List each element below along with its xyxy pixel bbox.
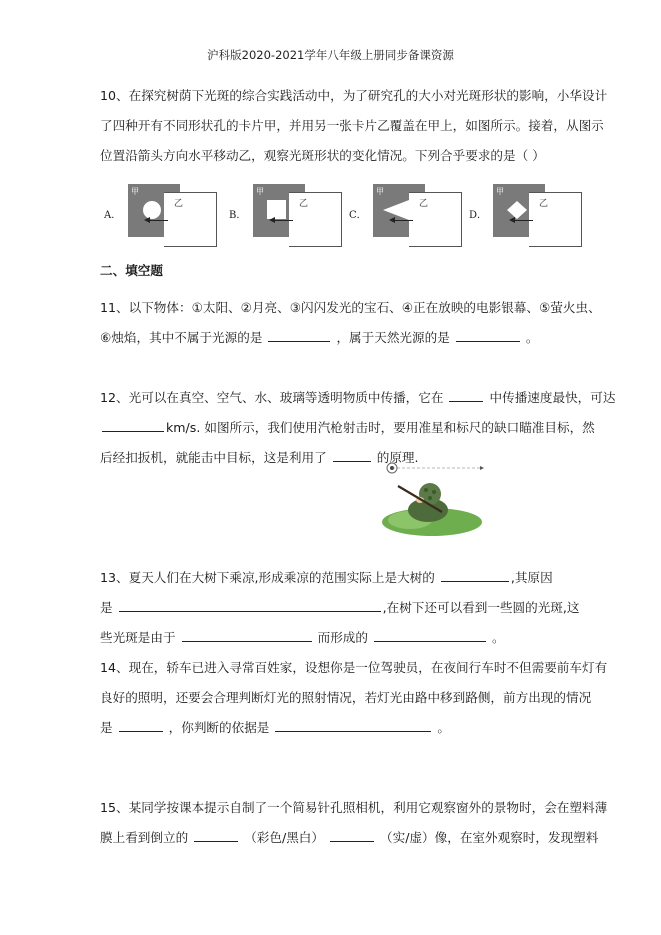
question-15-text: 膜上看到倒立的	[100, 830, 189, 845]
question-13-text: 13、夏天人们在大树下乘凉,形成乘凉的范围实际上是大树的	[100, 570, 435, 585]
question-12-text: 后经扣扳机，就能击中目标，这是利用了	[100, 450, 327, 465]
question-11-text: ，属于天然光源的是	[336, 330, 450, 345]
question-10-line-2: 了四种开有不同形状孔的卡片甲，并用另一张卡片乙覆盖在甲上，如图所示。接着，从图示	[100, 118, 604, 133]
question-13-text: 是	[100, 600, 113, 615]
question-13-text: 而形成的	[317, 630, 368, 645]
question-14-line-1: 14、现在，轿车已进入寻常百姓家，设想你是一位驾驶员，在夜间行车时不但需要前车灯有	[100, 660, 608, 675]
answer-blank[interactable]	[268, 328, 330, 342]
question-12-text: 12、光可以在真空、空气、水、玻璃等透明物质中传播，它在	[100, 390, 444, 405]
question-15-text: （实/虚）像，在室外观察时，发现塑料	[380, 830, 599, 845]
arrow-shaft	[513, 220, 533, 221]
question-13-line-2	[100, 593, 580, 623]
question-14-text: ，你判断的依据是	[168, 720, 270, 735]
question-13-text: 。	[492, 630, 505, 645]
question-13-line-3	[100, 623, 570, 653]
option-b-label: B．	[229, 210, 247, 221]
card-yi-label: 乙	[299, 199, 309, 209]
card-yi	[409, 192, 462, 247]
soldier-aiming-illustration	[380, 460, 488, 540]
question-14-line-2: 良好的照明，还要会合理判断灯光的照射情况，若灯光由路中移到路侧，前方出现的情况	[100, 690, 592, 705]
question-15-line-2	[100, 823, 599, 853]
question-14-text: 是	[100, 720, 113, 735]
arrow-shaft	[393, 220, 413, 221]
answer-blank[interactable]	[102, 418, 164, 432]
answer-blank[interactable]	[182, 628, 312, 642]
arrow-shaft	[148, 220, 168, 221]
answer-blank[interactable]	[119, 718, 163, 732]
question-13-text: ,在树下还可以看到一些圆的光斑,这	[382, 600, 580, 615]
question-14-text: 。	[437, 720, 450, 735]
card-yi-label: 乙	[419, 199, 429, 209]
answer-blank[interactable]	[374, 628, 486, 642]
arrow-shaft	[273, 220, 293, 221]
answer-blank[interactable]	[275, 718, 431, 732]
question-13-text: ,其原因	[510, 570, 553, 585]
option-d-label: D．	[469, 210, 488, 221]
question-12-text: km/s. 如图所示，我们使用汽枪射击时，要用准星和标尺的缺口瞄准目标，然	[166, 420, 595, 435]
question-12-line-3	[100, 443, 570, 473]
question-11-line-2	[100, 323, 570, 353]
question-11-text: 。	[525, 330, 539, 345]
question-15-line-1: 15、某同学按课本提示自制了一个简易针孔照相机，利用它观察窗外的景物时，会在塑料薄	[100, 800, 608, 815]
question-12-line-1	[100, 383, 616, 413]
card-yi-label: 乙	[174, 199, 184, 209]
answer-blank[interactable]	[194, 828, 238, 842]
answer-blank[interactable]	[119, 598, 381, 612]
card-yi	[289, 192, 342, 247]
option-a-label: A．	[104, 210, 122, 221]
section-title: 二、填空题	[100, 263, 163, 278]
question-11-line-1: 11、以下物体：①太阳、②月亮、③闪闪发光的宝石、④正在放映的电影银幕、⑤萤火虫、	[100, 300, 601, 315]
card-yi	[529, 192, 582, 247]
question-12-line-2	[100, 413, 595, 443]
card-yi-label: 乙	[539, 199, 549, 209]
question-15-text: （彩色/黑白）	[244, 830, 324, 845]
question-13-text: 些光斑是由于	[100, 630, 176, 645]
question-13-line-1	[100, 563, 570, 593]
answer-blank[interactable]	[456, 328, 520, 342]
answer-blank[interactable]	[449, 388, 483, 402]
card-yi	[164, 192, 217, 247]
card-jia-label: 甲	[376, 187, 384, 196]
question-14-line-3	[100, 713, 570, 743]
question-12-text: 中传播速度最快，可达	[489, 390, 616, 405]
question-11-text: ⑥烛焰，其中不属于光源的是	[100, 330, 263, 345]
card-jia-label: 甲	[131, 187, 139, 196]
question-10-line-1: 10、在探究树荫下光斑的综合实践活动中，为了研究孔的大小对光斑形状的影响，小华设计	[100, 88, 608, 103]
card-jia-label: 甲	[256, 187, 264, 196]
card-jia-label: 甲	[496, 187, 504, 196]
answer-blank[interactable]	[441, 568, 509, 582]
question-12-text: 的原理.	[376, 450, 419, 465]
option-c-label: C．	[349, 210, 367, 221]
answer-blank[interactable]	[333, 448, 371, 462]
answer-blank[interactable]	[330, 828, 374, 842]
page-header: 沪科版2020-2021学年八年级上册同步备课资源	[207, 48, 454, 62]
question-10-line-3: 位置沿箭头方向水平移动乙，观察光斑形状的变化情况。下列合乎要求的是（ ）	[100, 148, 545, 163]
